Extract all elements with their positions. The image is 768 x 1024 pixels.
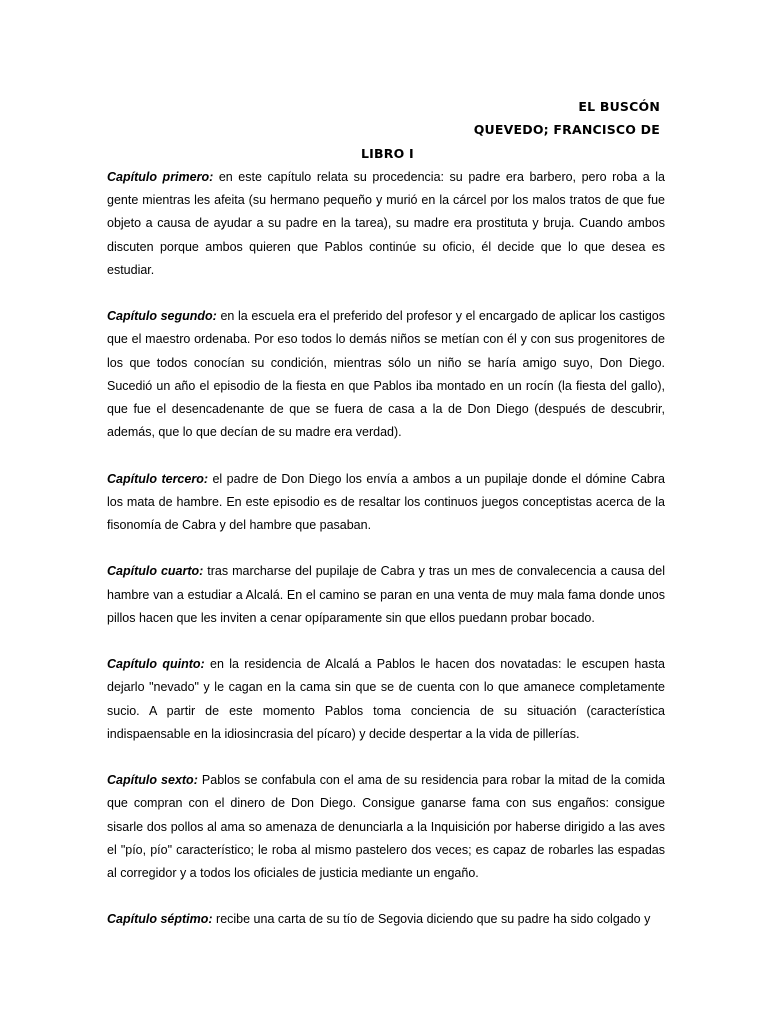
chapter-paragraph-6 <box>107 769 665 885</box>
chapter-text: recibe una carta de su tío de Segovia diciendo que su padre ha sido colgado y <box>212 912 651 927</box>
chapter-text: en la escuela era el preferido del profesor y el encargado de aplicar los castigos que el maestro ordenaba. Por eso todos lo demás niños se metían con él y con sus progenitores de los que todos conocían su condición, mientras sólo un niño se haría amigo suyo, Don Diego. Sucedió un año el episodio de la fiesta en que Pablos iba montado en un rocín (la fiesta del gallo), que fue el desencadenante de que se fuera de casa a la de Don Diego (después de descubrir, además, que lo que decían de su madre era verdad). <box>107 309 666 440</box>
chapter-text: Pablos se confabula con el ama de su residencia para robar la mitad de la comida que compran con el dinero de Don Diego. Consigue ganarse fama con sus engaños: consigue sisarle dos pollos al ama so amenaza de denunciarla a la Inquisición por haberse dirigido a las aves el "pío, pío" característico; le roba al mismo pastelero dos veces; es capaz de robarles las espadas al corregidor y a todos los oficiales de justicia mediante un engaño. <box>107 773 665 881</box>
chapter-paragraph-3 <box>107 468 665 538</box>
chapter-text: en este capítulo relata su procedencia: su padre era barbero, pero roba a la gente mientras les afeita (su hermano pequeño y murió en la cárcel por los malos tratos de que fue objeto a causa de ayudar a su padre en la tarea), su madre era prostituta y bruja. Cuando ambos discuten porque ambos quieren que Pablos continúe su oficio, él decide que lo que desea es estudiar. <box>107 170 665 277</box>
chapter-label: Capítulo cuarto: <box>107 564 204 579</box>
chapter-paragraph-7 <box>107 908 665 931</box>
document-body <box>107 166 665 955</box>
chapter-text: tras marcharse del pupilaje de Cabra y tras un mes de convalecencia a causa del hambre van a estudiar a Alcalá. En el camino se paran en una venta de muy mala fama donde unos pillos hacen que les inviten a cenar opíparamente sin que ellos puedann probar bocado. <box>107 564 665 625</box>
book-heading: LIBRO I <box>361 146 414 161</box>
document-author: QUEVEDO; FRANCISCO DE <box>473 122 660 137</box>
chapter-paragraph-5 <box>107 653 665 746</box>
chapter-label: Capítulo séptimo: <box>107 912 213 927</box>
chapter-text: en la residencia de Alcalá a Pablos le hacen dos novatadas: le escupen hasta dejarlo "nevado" y le cagan en la cama sin que se de cuenta con lo que amanece completamente sucio. A partir de este momento Pablos toma conciencia de su situación (característica indispaensable en la idiosincrasia del pícaro) y decide despertar a la vida de pillerías. <box>107 657 666 741</box>
chapter-label: Capítulo primero: <box>107 170 214 184</box>
chapter-label: Capítulo sexto: <box>107 773 198 788</box>
chapter-label: Capítulo segundo: <box>107 309 217 324</box>
document-title: EL BUSCÓN <box>578 99 660 114</box>
chapter-text: el padre de Don Diego los envía a ambos a un pupilaje donde el dómine Cabra los mata de hambre. En este episodio es de resaltar los continuos juegos conceptistas acerca de la fisonomía de Cabra y del hambre que pasaban. <box>107 471 665 533</box>
chapter-paragraph-2 <box>107 305 665 444</box>
chapter-paragraph-1 <box>107 166 665 282</box>
chapter-paragraph-4 <box>107 560 665 630</box>
chapter-label: Capítulo tercero: <box>107 471 208 486</box>
chapter-label: Capítulo quinto: <box>107 657 205 672</box>
